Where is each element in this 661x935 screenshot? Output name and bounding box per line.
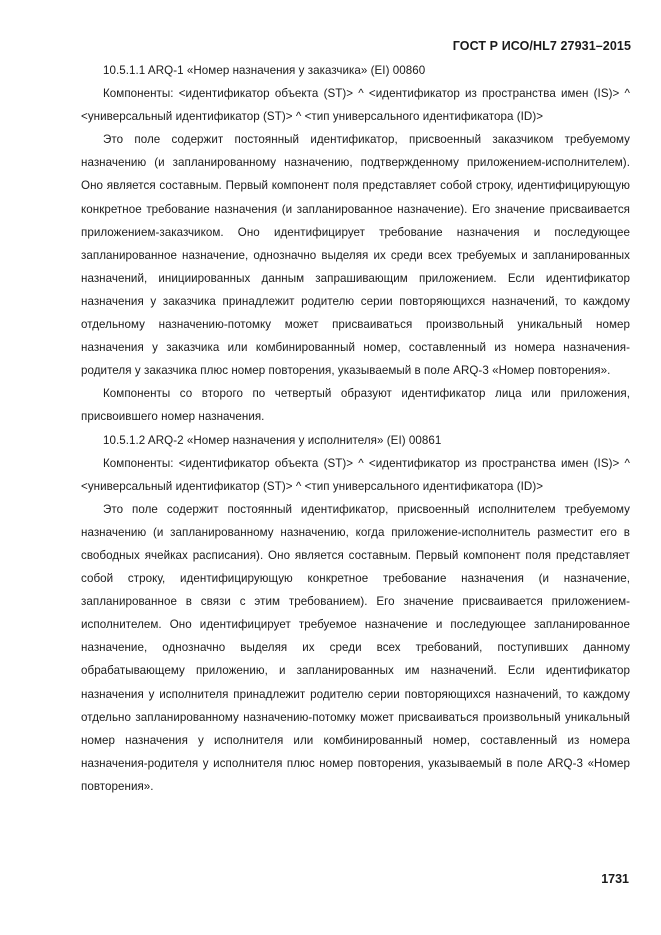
document-body bbox=[81, 59, 630, 798]
page-number: 1731 bbox=[601, 872, 629, 886]
description-paragraph-arq-2: Это поле содержит постоянный идентификатор, присвоенный исполнителем требуемому назначению (и запланированному назначению, когда приложение-исполнитель разместит его в свободных ячейках расписания). Оно является составным. Первый компонент поля представляет собой строку, идентифицирующую конкретное требование назначения (и назначение, запланированное в связи с этим требованием). Его значение присваивается приложением-исполнителем. Оно идентифицирует требуемое назначение и последующее запланированное назначение, однозначно выделяя их среди всех требований, поступивших данному обрабатывающему приложению, и запланированных им назначений. Если идентификатор назначения у исполнителя принадлежит родителю серии повторяющихся назначений, то каждому отдельно запланированному назначению-потомку может присваиваться произвольный уникальный номер назначения у исполнителя или комбинированный номер, составленный из номера назначения-родителя у исполнителя плюс номер повторения, указываемый в поле ARQ-3 «Номер повторения». bbox=[81, 502, 630, 793]
note-paragraph-arq-1: Компоненты со второго по четвертый образуют идентификатор лица или приложения, присвоившего номер назначения. bbox=[81, 387, 630, 424]
description-paragraph-arq-1: Это поле содержит постоянный идентификатор, присвоенный заказчиком требуемому назначению (и запланированному назначению, подтвержденному приложением-исполнителем). Оно является составным. Первый компонент поля представляет собой строку, идентифицирующую конкретное требование назначения (и запланированное назначение). Его значение присваивается приложением-заказчиком. Оно идентифицирует требование назначения и последующее запланированное назначение, однозначно выделяя их среди всех требуемых и запланированных назначений, инициированных данным запрашивающим приложением. Если идентификатор назначения у заказчика принадлежит родителю серии повторяющихся назначений, то каждому отдельному назначению-потомку может присваиваться произвольный уникальный номер назначения у заказчика или комбинированный номер, составленный из номера назначения-родителя у заказчика плюс номер повторения, указываемый в поле ARQ-3 «Номер повторения». bbox=[81, 133, 630, 378]
section-heading-arq-1: 10.5.1.1 ARQ-1 «Номер назначения у заказчика» (EI) 00860 bbox=[103, 64, 426, 77]
page-header: ГОСТ Р ИСО/HL7 27931–2015 bbox=[452, 39, 631, 53]
components-paragraph-arq-2: Компоненты: <идентификатор объекта (ST)> ^ <идентификатор из пространства имен (IS)> ^ <универсальный идентификатор (ST)> ^ <тип универсального идентификатора (ID)> bbox=[81, 456, 630, 493]
section-heading-arq-2: 10.5.1.2 ARQ-2 «Номер назначения у исполнителя» (EI) 00861 bbox=[103, 433, 442, 447]
components-paragraph-arq-1: Компоненты: <идентификатор объекта (ST)> ^ <идентификатор из пространства имен (IS)> ^ <универсальный идентификатор (ST)> ^ <тип универсального идентификатора (ID)> bbox=[81, 87, 630, 124]
